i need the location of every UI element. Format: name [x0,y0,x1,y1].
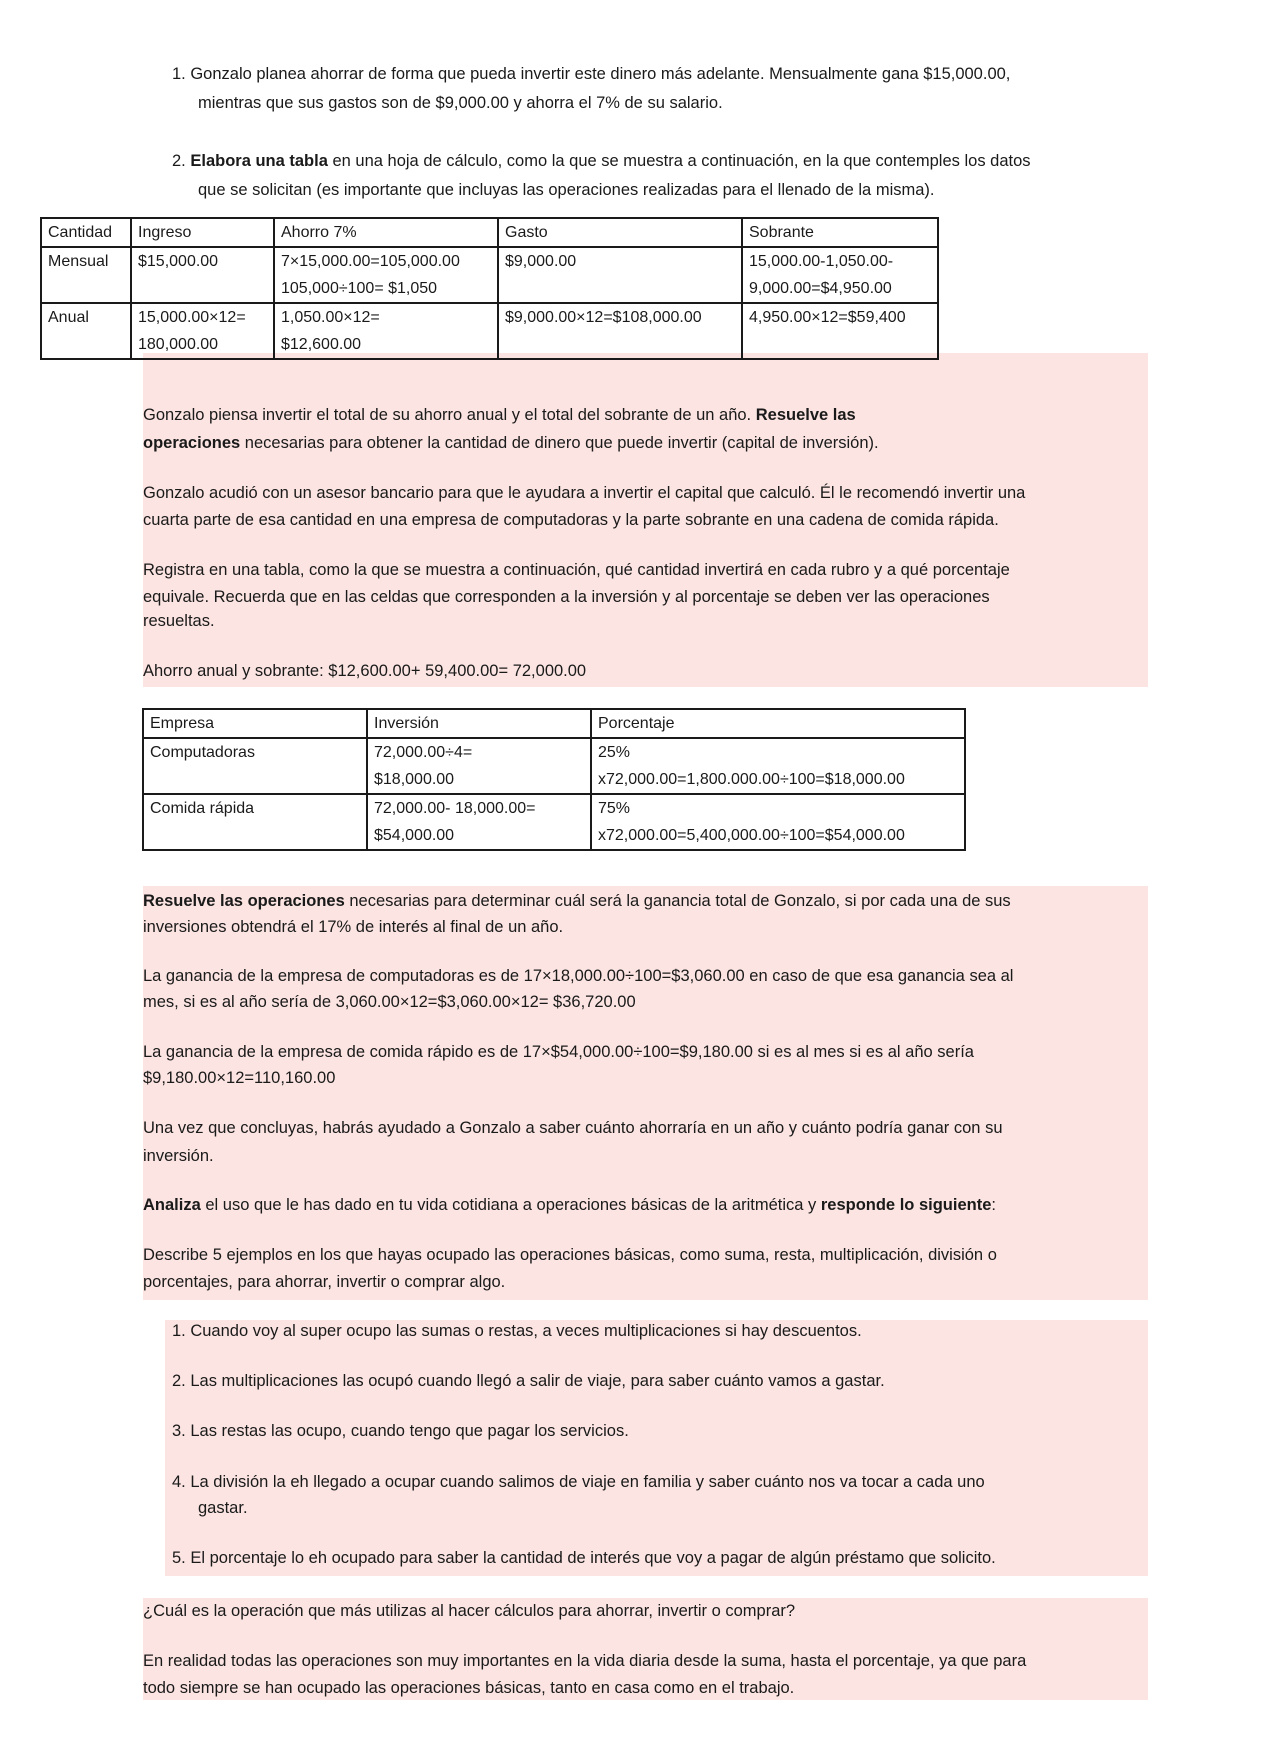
s3-p1-line1: Resuelve las operaciones necesarias para determinar cuál será la ganancia total de Gonzalo, si por cada una de sus [143,892,1011,910]
cell-ingreso: $15,000.00 [131,247,274,303]
header-gasto: Gasto [498,218,742,247]
s3-p2-line1: La ganancia de la empresa de computadoras es de 17×18,000.00÷100=$3,060.00 en caso de que esa ganancia sea al [143,967,1014,985]
header-porcentaje: Porcentaje [591,709,965,738]
cell-ahorro: 7×15,000.00=105,000.00 105,000÷100= $1,050 [274,247,498,303]
s3-p3-line1: La ganancia de la empresa de comida rápido es de 17×$54,000.00÷100=$9,180.00 si es al mes si es al año sería [143,1043,974,1061]
highlight-block-section3 [143,886,1148,1300]
item2-line1: 2. Elabora una tabla en una hoja de cálculo, como la que se muestra a continuación, en la que contemples los datos [172,152,1031,170]
item1-line1: 1. Gonzalo planea ahorrar de forma que pueda invertir este dinero más adelante. Mensualmente gana $15,000.00, [172,65,1011,83]
savings-table [40,217,939,360]
s3-p3-line2: $9,180.00×12=110,160.00 [143,1069,336,1087]
cell-ahorro: 1,050.00×12= $12,600.00 [274,303,498,359]
item1-line2: mientras que sus gastos son de $9,000.00 y ahorra el 7% de su salario. [198,94,723,112]
cell-cantidad: Anual [41,303,131,359]
highlight-block-examples [165,1320,1148,1576]
s3-p4-line2: inversión. [143,1147,214,1165]
s3-p6-line2: porcentajes, para ahorrar, invertir o comprar algo. [143,1273,506,1291]
s3-p4-line1: Una vez que concluyas, habrás ayudado a Gonzalo a saber cuánto ahorraría en un año y cuánto podría ganar con su [143,1119,1003,1137]
example-item-3: 3. Las restas las ocupo, cuando tengo que pagar los servicios. [172,1422,629,1440]
example-item-1: 1. Cuando voy al super ocupo las sumas o restas, a veces multiplicaciones si hay descuentos. [172,1322,862,1340]
cell-empresa: Comida rápida [143,794,367,850]
header-empresa: Empresa [143,709,367,738]
cell-porcentaje: 75% x72,000.00=5,400,000.00÷100=$54,000.00 [591,794,965,850]
s2-p3-line3: resueltas. [143,612,215,630]
table-header-row [143,709,965,738]
s2-p4: Ahorro anual y sobrante: $12,600.00+ 59,400.00= 72,000.00 [143,662,587,680]
cell-inversion: 72,000.00- 18,000.00= $54,000.00 [367,794,591,850]
table-row [41,303,938,359]
header-sobrante: Sobrante [742,218,938,247]
header-ingreso: Ingreso [131,218,274,247]
cell-cantidad: Mensual [41,247,131,303]
table-row [41,247,938,303]
cell-porcentaje: 25% x72,000.00=1,800.000.00÷100=$18,000.00 [591,738,965,794]
cell-gasto: $9,000.00 [498,247,742,303]
s3-p6-line1: Describe 5 ejemplos en los que hayas ocupado las operaciones básicas, como suma, resta, multiplicación, división o [143,1246,997,1264]
cell-empresa: Computadoras [143,738,367,794]
header-ahorro: Ahorro 7% [274,218,498,247]
cell-inversion: 72,000.00÷4= $18,000.00 [367,738,591,794]
table-row [143,738,965,794]
table-row [143,794,965,850]
final-answer-line1: En realidad todas las operaciones son muy importantes en la vida diaria desde la suma, hasta el porcentaje, ya que para [143,1652,1027,1670]
s3-p5: Analiza el uso que le has dado en tu vida cotidiana a operaciones básicas de la aritmética y responde lo siguiente: [143,1196,996,1214]
header-inversion: Inversión [367,709,591,738]
cell-gasto: $9,000.00×12=$108,000.00 [498,303,742,359]
s2-p1-line2: operaciones necesarias para obtener la cantidad de dinero que puede invertir (capital de inversión). [143,434,879,452]
example-item-2: 2. Las multiplicaciones las ocupó cuando llegó a salir de viaje, para saber cuánto vamos a gastar. [172,1372,885,1390]
cell-ingreso: 15,000.00×12= 180,000.00 [131,303,274,359]
table-header-row [41,218,938,247]
final-question: ¿Cuál es la operación que más utilizas al hacer cálculos para ahorrar, invertir o comprar? [143,1602,796,1620]
item2-line2: que se solicitan (es importante que incluyas las operaciones realizadas para el llenado de la misma). [198,181,935,199]
s2-p2-line2: cuarta parte de esa cantidad en una empresa de computadoras y la parte sobrante en una cadena de comida rápida. [143,511,999,529]
s2-p3-line2: equivale. Recuerda que en las celdas que corresponden a la inversión y al porcentaje se deben ver las operaciones [143,588,990,606]
header-cantidad: Cantidad [41,218,131,247]
example-item-4-line2: gastar. [198,1499,248,1517]
cell-sobrante: 15,000.00-1,050.00- 9,000.00=$4,950.00 [742,247,938,303]
s3-p2-line2: mes, si es al año sería de 3,060.00×12=$3,060.00×12= $36,720.00 [143,993,636,1011]
s3-p1-line2: inversiones obtendrá el 17% de interés al final de un año. [143,918,564,936]
s2-p3-line1: Registra en una tabla, como la que se muestra a continuación, qué cantidad invertirá en cada rubro y a qué porcentaje [143,561,1010,579]
s2-p1-line1: Gonzalo piensa invertir el total de su ahorro anual y el total del sobrante de un año. Resuelve las [143,406,856,424]
s2-p2-line1: Gonzalo acudió con un asesor bancario para que le ayudara a invertir el capital que calculó. Él le recomendó invertir una [143,484,1026,502]
example-item-5: 5. El porcentaje lo eh ocupado para saber la cantidad de interés que voy a pagar de algún préstamo que solicito. [172,1549,996,1567]
example-item-4-line1: 4. La división la eh llegado a ocupar cuando salimos de viaje en familia y saber cuánto nos va tocar a cada uno [172,1473,985,1491]
investment-table [142,708,966,851]
cell-sobrante: 4,950.00×12=$59,400 [742,303,938,359]
final-answer-line2: todo siempre se han ocupado las operaciones básicas, tanto en casa como en el trabajo. [143,1679,795,1697]
